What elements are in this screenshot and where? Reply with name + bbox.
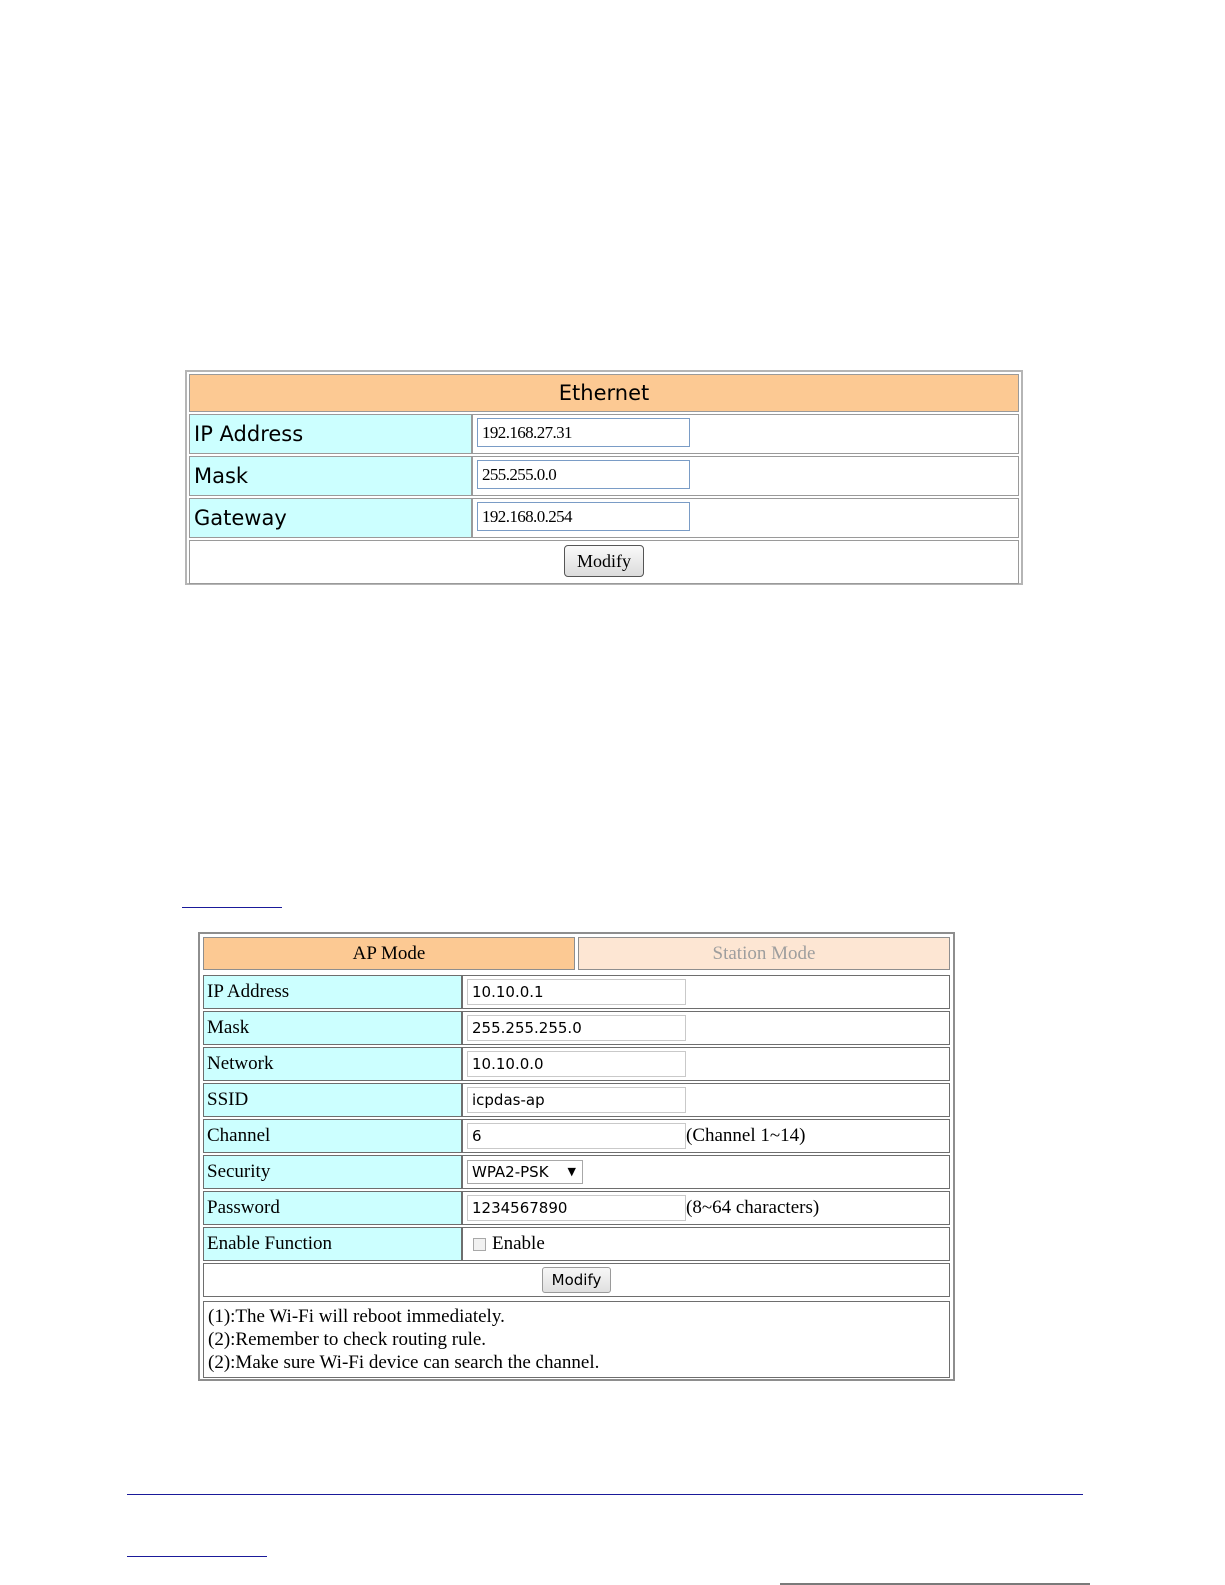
wifi-mask-row <box>203 1011 950 1045</box>
wifi-password-cell <box>463 1192 949 1224</box>
wifi-enable-checkbox[interactable] <box>473 1238 486 1251</box>
wifi-security-select[interactable] <box>467 1160 583 1184</box>
wifi-ssid-label: SSID <box>204 1084 463 1116</box>
ethernet-ip-label: IP Address <box>190 415 473 453</box>
ethernet-ip-input[interactable] <box>477 418 690 447</box>
wifi-network-label: Network <box>204 1048 463 1080</box>
wifi-ssid-row <box>203 1083 950 1117</box>
wifi-password-row <box>203 1191 950 1225</box>
wifi-password-label: Password <box>204 1192 463 1224</box>
wifi-password-input[interactable] <box>467 1195 686 1221</box>
wifi-channel-hint: (Channel 1~14) <box>686 1125 806 1146</box>
wifi-mask-input[interactable] <box>467 1015 686 1041</box>
wifi-mask-cell <box>463 1012 949 1044</box>
wifi-enable-checkbox-label[interactable]: Enable <box>492 1233 545 1254</box>
wifi-note-3: (2):Make sure Wi-Fi device can search the channel. <box>208 1352 600 1373</box>
wifi-ip-input[interactable] <box>467 979 686 1005</box>
wifi-modify-row <box>203 1263 950 1297</box>
wifi-security-row <box>203 1155 950 1189</box>
wifi-ip-cell <box>463 976 949 1008</box>
wifi-mode-tabs <box>203 937 950 970</box>
wifi-password-hint: (8~64 characters) <box>686 1197 820 1218</box>
wifi-settings-panel <box>198 932 955 1381</box>
dropdown-arrow-icon: ▼ <box>567 1165 576 1178</box>
wifi-enable-row <box>203 1227 950 1261</box>
wifi-enable-label: Enable Function <box>204 1228 463 1260</box>
wifi-mask-label: Mask <box>204 1012 463 1044</box>
ethernet-mask-cell <box>473 457 1018 495</box>
ethernet-panel-title: Ethernet <box>189 374 1019 412</box>
wifi-channel-row <box>203 1119 950 1153</box>
ethernet-gateway-cell <box>473 499 1018 537</box>
ethernet-mask-row <box>189 456 1019 496</box>
wifi-note-2: (2):Remember to check routing rule. <box>208 1329 487 1350</box>
wifi-notes <box>203 1301 950 1378</box>
wifi-ip-row <box>203 975 950 1009</box>
ethernet-ip-row <box>189 414 1019 454</box>
footer-short-underline <box>127 1556 267 1557</box>
wifi-security-label: Security <box>204 1156 463 1188</box>
ethernet-mask-label: Mask <box>190 457 473 495</box>
ethernet-modify-button[interactable]: Modify <box>564 545 644 577</box>
wifi-ip-label: IP Address <box>204 976 463 1008</box>
wifi-channel-label: Channel <box>204 1120 463 1152</box>
wifi-channel-input[interactable] <box>467 1123 686 1149</box>
tab-ap-mode[interactable]: AP Mode <box>203 937 575 970</box>
footer-divider-line <box>127 1494 1083 1495</box>
ethernet-mask-input[interactable] <box>477 460 690 489</box>
wifi-security-selected: WPA2-PSK <box>472 1163 549 1181</box>
wifi-note-1: (1):The Wi-Fi will reboot immediately. <box>208 1306 505 1327</box>
wifi-network-cell <box>463 1048 949 1080</box>
ethernet-gateway-label: Gateway <box>190 499 473 537</box>
ethernet-gateway-input[interactable] <box>477 502 690 531</box>
ethernet-modify-row <box>189 540 1019 584</box>
ethernet-ip-cell <box>473 415 1018 453</box>
wifi-security-cell <box>463 1156 949 1188</box>
tab-station-mode[interactable]: Station Mode <box>578 937 950 970</box>
ethernet-gateway-row <box>189 498 1019 538</box>
wifi-network-row <box>203 1047 950 1081</box>
wifi-network-input[interactable] <box>467 1051 686 1077</box>
wifi-channel-cell <box>463 1120 949 1152</box>
wifi-enable-cell <box>463 1228 949 1260</box>
wifi-ssid-cell <box>463 1084 949 1116</box>
ethernet-settings-panel <box>185 370 1023 585</box>
section-heading-underline <box>182 907 282 908</box>
wifi-modify-button[interactable]: Modify <box>542 1267 612 1293</box>
wifi-ssid-input[interactable] <box>467 1087 686 1113</box>
